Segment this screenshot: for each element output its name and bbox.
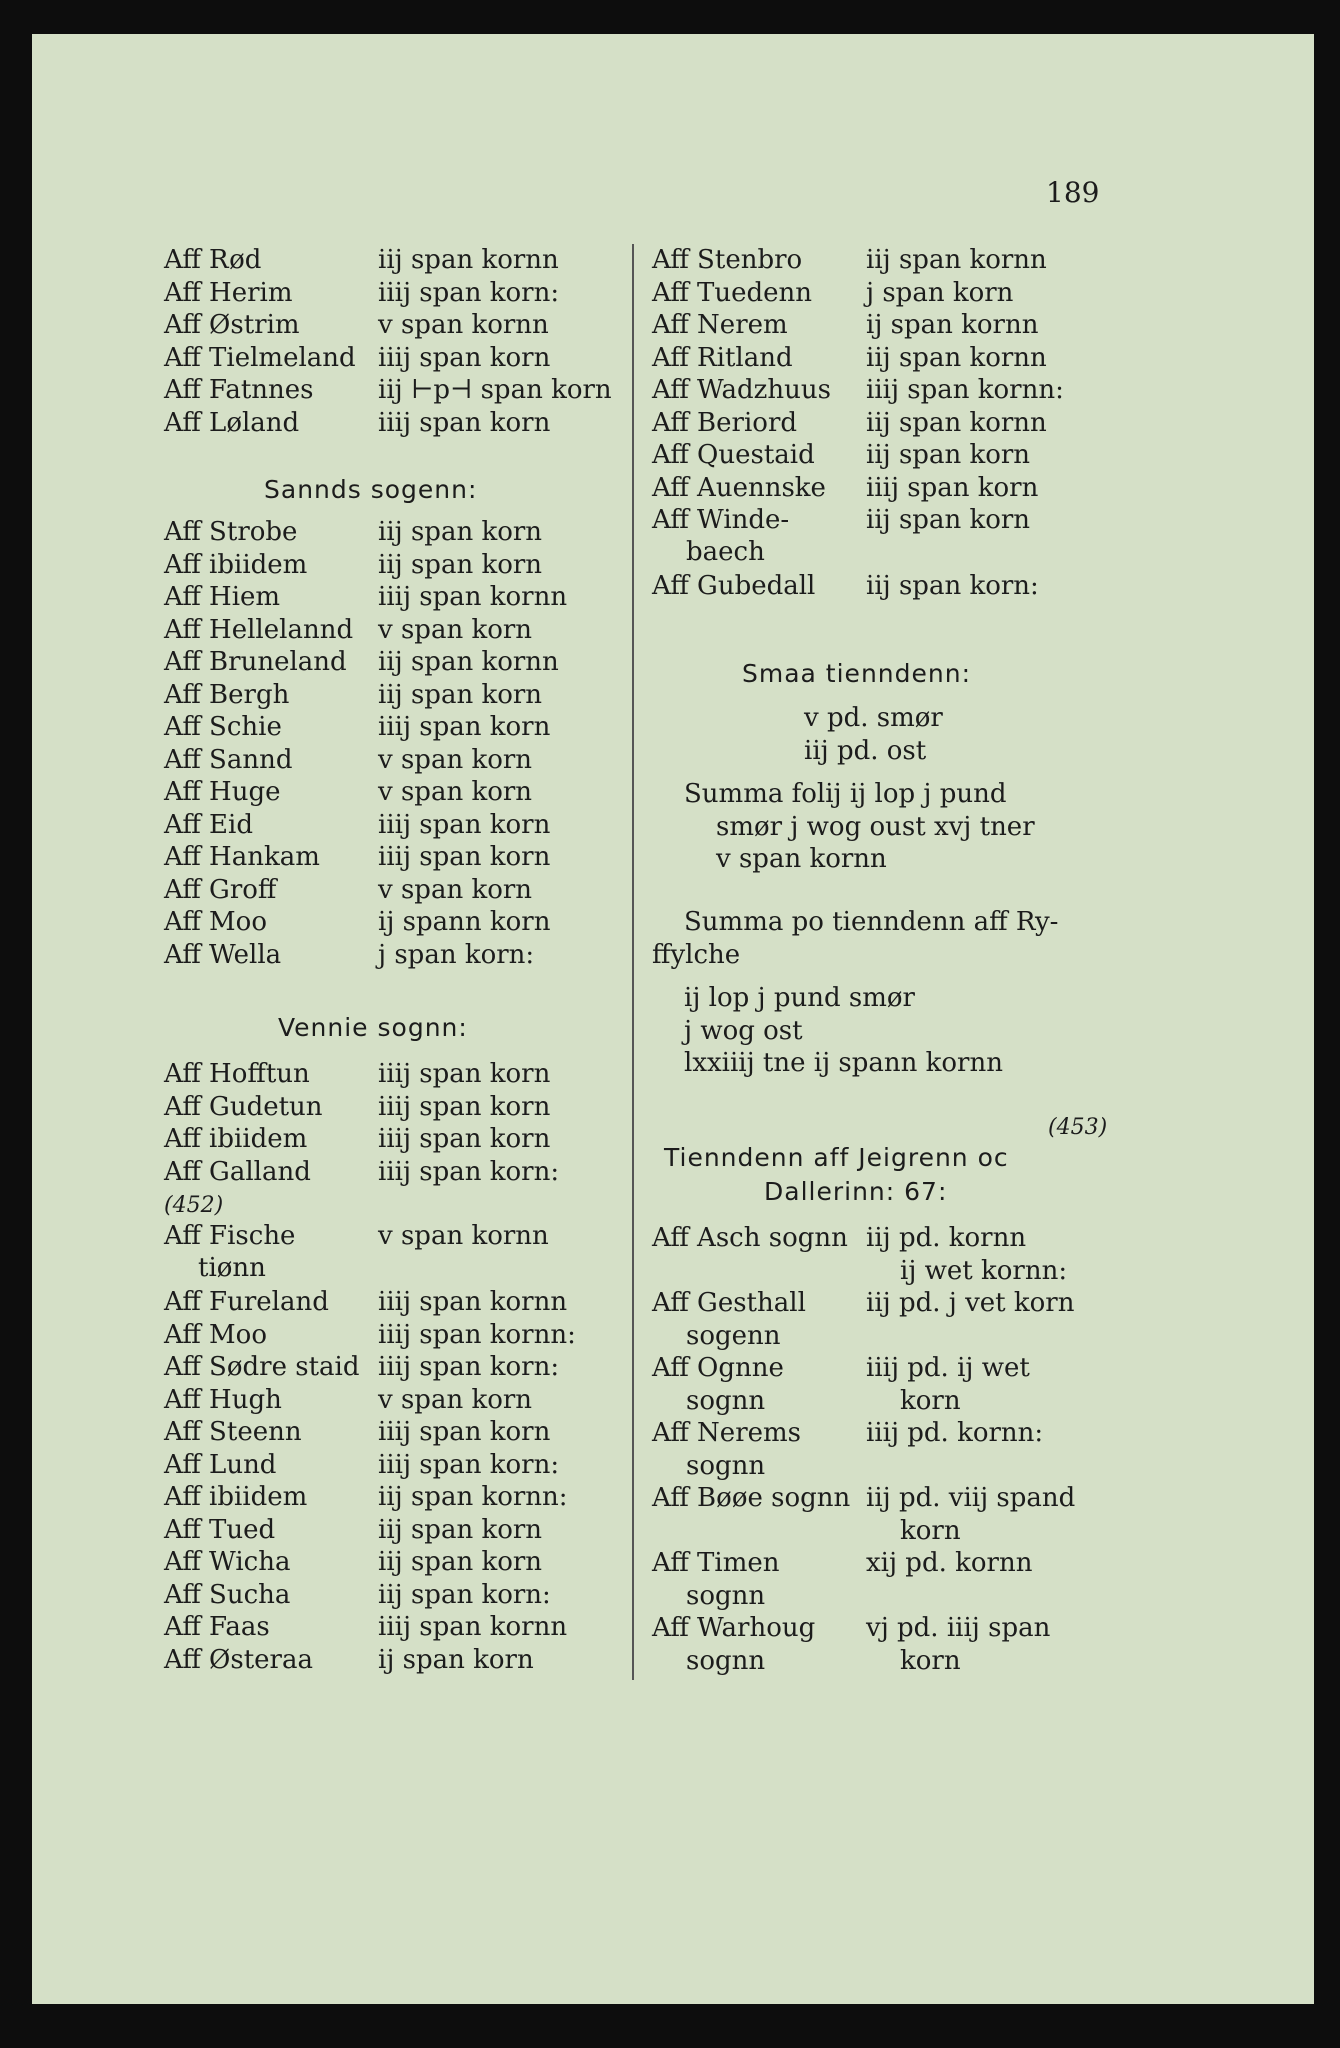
- entry-amount: iiij span kornn:: [378, 1319, 576, 1350]
- entry-name: Aff Gubedall: [652, 571, 816, 601]
- entry-amount: iiij span korn:: [378, 1352, 560, 1382]
- entry-name: Aff Schie: [164, 712, 282, 742]
- entry-amount: iiij span kornn: [378, 1287, 568, 1317]
- section-heading: Sannds sogenn:: [264, 475, 478, 504]
- entry-name: Aff Beriord: [652, 407, 798, 438]
- entry-amount: iij span kornn: [866, 342, 1047, 373]
- entry-amount: iij pd. j vet korn: [866, 1288, 1075, 1318]
- entry-name: Aff Herim: [164, 277, 293, 308]
- entry-name: Aff Questaid: [652, 440, 815, 470]
- entry-amount: ij span kornn: [866, 310, 1039, 340]
- section-heading: Dallerinn: 67:: [764, 1177, 948, 1206]
- entry-name-cont: sognn: [686, 1580, 766, 1611]
- entry-amount-cont: ij wet kornn:: [900, 1255, 1068, 1286]
- entry-name: Aff Sannd: [164, 744, 293, 775]
- entry-amount: iij span korn: [378, 679, 543, 710]
- entry-name: Aff Wicha: [164, 1547, 291, 1577]
- tithe-line: iij pd. ost: [804, 735, 927, 766]
- entry-amount-cont: korn: [900, 1645, 961, 1676]
- entry-name: Aff Ritland: [652, 342, 793, 373]
- entry-amount: iij span korn:: [378, 1579, 551, 1610]
- entry-name: Aff Hiem: [164, 582, 281, 612]
- page-marker: (452): [164, 1193, 224, 1218]
- summa-line: ij lop j pund smør: [684, 983, 915, 1013]
- entry-name: Aff Steenn: [164, 1417, 302, 1447]
- page-marker: (453): [1048, 1115, 1108, 1140]
- entry-name: Aff Moo: [164, 1319, 267, 1350]
- entry-amount: iij span kornn: [866, 407, 1047, 438]
- entry-name: Aff Strobe: [164, 517, 298, 547]
- entry-amount: v span korn: [378, 777, 533, 807]
- entry-name: Aff Warhoug: [652, 1613, 816, 1643]
- entry-amount: v span kornn: [378, 310, 549, 340]
- entry-name: Aff Ognne: [652, 1353, 784, 1383]
- entry-amount: iij span korn: [378, 1547, 543, 1577]
- entry-amount: iij span korn: [378, 549, 543, 580]
- entry-name: Aff Tued: [164, 1514, 276, 1545]
- summa-line: lxxiiij tne ij spann kornn: [684, 1048, 1003, 1078]
- entry-amount: iiij span kornn: [378, 582, 568, 612]
- entry-amount: iij span korn: [378, 1514, 543, 1545]
- entry-amount: iiij span korn: [378, 842, 551, 872]
- entry-amount: iij span korn: [866, 440, 1031, 470]
- entry-amount: iij span korn:: [866, 571, 1039, 601]
- entry-name: Aff Sucha: [164, 1579, 291, 1610]
- summa-line: j wog ost: [684, 1015, 803, 1046]
- entry-name: Aff Huge: [164, 777, 281, 807]
- entry-amount: v span korn: [378, 1384, 533, 1415]
- entry-name: Aff Eid: [164, 809, 253, 840]
- page-number: 189: [1046, 176, 1100, 209]
- entry-name: Aff Tielmeland: [164, 342, 356, 373]
- entry-amount: iiij span kornn:: [866, 375, 1064, 405]
- entry-amount: iiij span korn: [378, 712, 551, 742]
- entry-amount: iij pd. kornn: [866, 1223, 1027, 1253]
- entry-amount: iiij span korn: [378, 1124, 551, 1154]
- entry-name: Aff Winde-: [652, 505, 790, 535]
- entry-amount: iiij span korn:: [378, 277, 560, 308]
- entry-amount: ij spann korn: [378, 907, 551, 937]
- entry-name: Aff Gudetun: [164, 1091, 323, 1122]
- entry-name: Aff ibiidem: [164, 1482, 308, 1512]
- entry-amount: iij span kornn: [378, 647, 559, 677]
- entry-name: Aff Hugh: [164, 1384, 282, 1415]
- summa-line: smør j wog oust xvj tner: [716, 811, 1035, 842]
- entry-amount-cont: korn: [900, 1515, 961, 1546]
- entry-amount: iiij span korn: [866, 472, 1039, 503]
- entry-amount: iij span korn: [378, 517, 543, 547]
- entry-name: Aff Asch sognn: [652, 1223, 848, 1253]
- entry-amount: iij span kornn: [866, 245, 1047, 275]
- entry-amount: iiij span korn: [378, 407, 551, 438]
- entry-amount: iiij span korn: [378, 1417, 551, 1447]
- section-heading: Vennie sognn:: [278, 1013, 468, 1042]
- entry-amount: iiij span korn: [378, 809, 551, 840]
- entry-name: Aff Bergh: [164, 679, 290, 710]
- entry-amount: iij span kornn: [378, 245, 559, 275]
- entry-amount-cont: korn: [900, 1385, 961, 1416]
- entry-name-cont: tiønn: [198, 1253, 266, 1283]
- entry-amount: iij span korn: [866, 505, 1031, 535]
- entry-name: Aff Fureland: [164, 1287, 329, 1317]
- entry-name: Aff Lund: [164, 1449, 277, 1480]
- entry-name: Aff Rød: [164, 245, 262, 275]
- entry-amount: v span korn: [378, 744, 533, 775]
- entry-name: Aff Tuedenn: [652, 277, 813, 308]
- entry-amount: iij span kornn:: [378, 1482, 568, 1512]
- entry-name: Aff Groff: [164, 874, 277, 905]
- entry-name-cont: baech: [686, 537, 765, 567]
- entry-amount: iiij pd. kornn:: [866, 1418, 1044, 1448]
- entry-amount: iiij pd. ij wet: [866, 1353, 1030, 1383]
- entry-name: Aff Fatnnes: [164, 375, 314, 405]
- entry-amount: iiij span korn: [378, 1091, 551, 1122]
- entry-name: Aff Galland: [164, 1156, 311, 1187]
- entry-name: Aff Nerem: [652, 310, 788, 340]
- entry-amount: v span korn: [378, 614, 533, 645]
- entry-name: Aff Hellelannd: [164, 614, 354, 645]
- entry-amount: iiij span korn: [378, 342, 551, 373]
- entry-amount: j span korn:: [378, 939, 535, 970]
- entry-amount: iiij span kornn: [378, 1612, 568, 1642]
- entry-name: Aff Bruneland: [164, 647, 347, 677]
- summa-line: v span kornn: [716, 844, 887, 874]
- summa-line: Summa folij ij lop j pund: [684, 779, 1007, 809]
- entry-amount: iiij span korn: [378, 1059, 551, 1089]
- entry-name: Aff Hankam: [164, 842, 320, 872]
- summa-line: Summa po tienndenn aff Ry-: [684, 907, 1059, 937]
- entry-name: Aff Østrim: [164, 310, 300, 340]
- summa-line: ffylche: [652, 939, 741, 970]
- entry-amount: v span korn: [378, 874, 533, 905]
- entry-name: Aff Hofftun: [164, 1059, 310, 1089]
- entry-name: Aff Wadzhuus: [652, 375, 831, 405]
- entry-name: Aff Løland: [164, 407, 300, 438]
- entry-name: Aff Timen: [652, 1548, 780, 1578]
- entry-name: Aff Moo: [164, 907, 267, 937]
- tithe-line: v pd. smør: [804, 703, 943, 733]
- section-heading: Smaa tienndenn:: [742, 659, 971, 688]
- entry-name: Aff Wella: [164, 939, 282, 970]
- entry-name: Aff Stenbro: [652, 245, 803, 275]
- entry-amount: iij ⊢p⊣ span korn: [378, 375, 612, 405]
- entry-amount: xij pd. kornn: [866, 1548, 1033, 1578]
- entry-name-cont: sogenn: [686, 1320, 781, 1351]
- entry-name: Aff Fische: [164, 1221, 296, 1251]
- entry-amount: iiij span korn:: [378, 1449, 560, 1480]
- entry-name: Aff Bøøe sognn: [652, 1483, 851, 1513]
- entry-name-cont: sognn: [686, 1385, 766, 1416]
- section-heading: Tienndenn aff Jeigrenn oc: [664, 1143, 1009, 1172]
- entry-amount: ij span korn: [378, 1644, 534, 1675]
- entry-name: Aff Gesthall: [652, 1288, 806, 1318]
- entry-amount: iiij span korn:: [378, 1156, 560, 1187]
- entry-name-cont: sognn: [686, 1450, 766, 1481]
- entry-name: Aff ibiidem: [164, 1124, 308, 1154]
- entry-name: Aff Faas: [164, 1612, 270, 1642]
- entry-name: Aff ibiidem: [164, 549, 308, 580]
- entry-amount: v span kornn: [378, 1221, 549, 1251]
- entry-amount: iij pd. viij spand: [866, 1483, 1076, 1513]
- column-divider: [632, 244, 634, 1680]
- entry-name: Aff Sødre staid: [164, 1352, 360, 1382]
- entry-name: Aff Østeraa: [164, 1644, 313, 1675]
- entry-amount: j span korn: [866, 277, 1014, 308]
- entry-amount: vj pd. iiij span: [866, 1613, 1051, 1643]
- entry-name: Aff Nerems: [652, 1418, 802, 1448]
- entry-name: Aff Auennske: [652, 472, 826, 503]
- entry-name-cont: sognn: [686, 1645, 766, 1676]
